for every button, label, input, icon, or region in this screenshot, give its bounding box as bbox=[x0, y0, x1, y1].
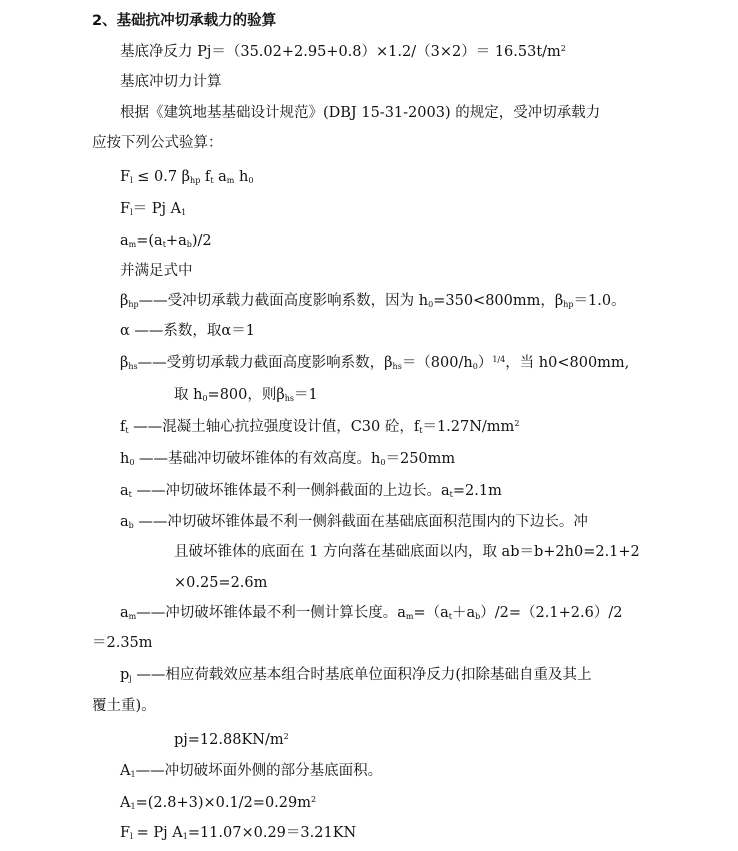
def-ab-cont-1: 且破坏锥体的底面在 1 方向落在基础底面以内，取 ab＝b+2h0=2.1+2 bbox=[174, 544, 640, 560]
def-h0: $h_0$ ——基础冲切破坏锥体的有效高度。$h_0=250mm$ bbox=[120, 451, 456, 467]
net-pressure-line: 基底净反力 $Pj=(35.02+2.95+0.8)\times 1.2/(3\times 2)= 16.53t/m^2$ bbox=[120, 44, 566, 60]
def-pj: $p_j$ ——相应荷载效应基本组合时基底单位面积净反力(扣除基础自重及其上 bbox=[120, 667, 592, 683]
code-basis-line-2: 应按下列公式验算： bbox=[92, 135, 223, 151]
calc-heading: 基底冲切力计算 bbox=[120, 74, 222, 90]
def-a1: $A_1——$冲切破坏面外侧的部分基底面积。 bbox=[120, 763, 383, 779]
def-pj-cont: 覆土重)。 bbox=[92, 698, 156, 714]
def-am: $a_m——$冲切破坏锥体最不利一侧计算长度。$a_m=(a_t+a_b)/2=(2.1+2.6)/2$ bbox=[120, 605, 623, 621]
def-alpha: α ——系数，取α＝1 bbox=[120, 323, 255, 339]
formula-fl: $F_l= Pj$ $A_1$ bbox=[120, 201, 187, 217]
def-beta-hs-cont: 取 $h_0=800$，则$\beta_{hs}=1$ bbox=[174, 387, 318, 403]
formula-am: $a_m=(a_t+a_b)/2$ bbox=[120, 233, 212, 249]
formula-shear-check: $F_l \le 0.7$ $\beta_{hp}$ $f_t$ $a_m$ $h_0$ bbox=[120, 169, 254, 185]
def-am-cont: ＝2.35m bbox=[92, 635, 153, 651]
def-at: $a_t$ ——冲切破坏锥体最不利一侧斜截面的上边长。$a_t=2.1m$ bbox=[120, 483, 502, 499]
satisfy-line: 并满足式中 bbox=[120, 263, 193, 279]
fl-result: $F_l = Pj$ $A_1=11.07\times 0.29=3.21KN$ bbox=[120, 825, 357, 841]
pj-value: $pj=12.88KN/m^2$ bbox=[174, 732, 289, 748]
def-ab-cont-2: ×0.25=2.6m bbox=[174, 575, 268, 591]
def-beta-hp: $\beta_{hp}——$受冲切承载力截面高度影响系数，因为 $h_0=350<800mm$，$\beta_{hp}=1.0$。 bbox=[120, 293, 626, 309]
def-ab: $a_b$ ——冲切破坏锥体最不利一侧斜截面在基础底面积范围内的下边长。冲 bbox=[120, 514, 588, 530]
code-basis-line-1: 根据《建筑地基基础设计规范》(DBJ 15-31-2003) 的规定，受冲切承载力 bbox=[120, 105, 601, 121]
def-ft: $f_t$ ——混凝土轴心抗拉强度设计值，C30 砼，$f_t=1.27N/mm^2$ bbox=[120, 419, 520, 435]
def-beta-hs: $\beta_{hs}——$受剪切承载力截面高度影响系数，$\beta_{hs}=(800/h_0)^{1/4}$，当 h0<800mm, bbox=[120, 355, 630, 371]
a1-value: $A_1=(2.8+3)\times 0.1/2=0.29m^2$ bbox=[120, 795, 317, 811]
section-title: 2、基础抗冲切承载力的验算 bbox=[92, 13, 277, 29]
